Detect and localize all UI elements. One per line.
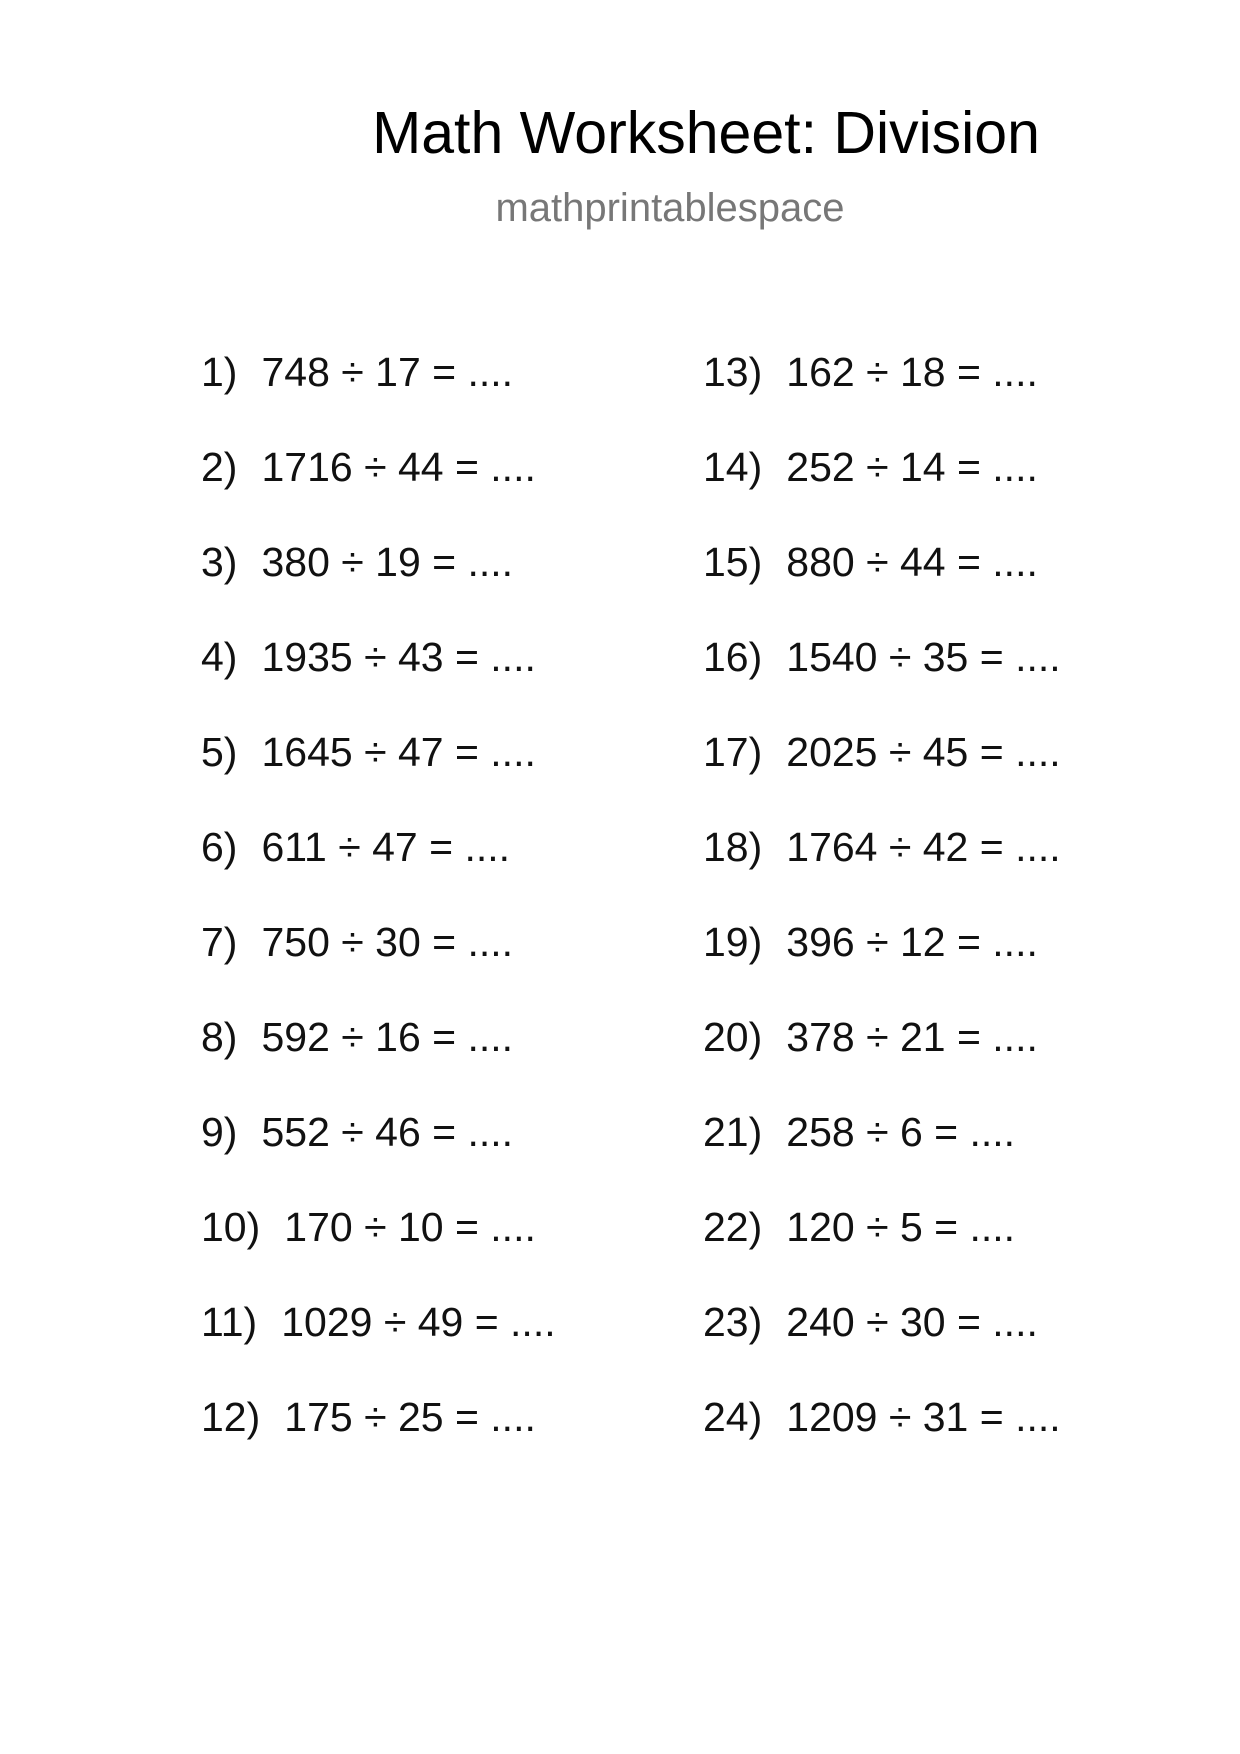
problem-item bbox=[201, 440, 556, 535]
problem-number: 11) bbox=[201, 1299, 258, 1345]
problem-expression: 170 ÷ 10 = .... bbox=[284, 1204, 536, 1250]
problem-expression: 748 ÷ 17 = .... bbox=[261, 349, 514, 395]
problem-number: 13) bbox=[703, 349, 763, 395]
problem-item bbox=[201, 820, 556, 915]
problem-item bbox=[703, 345, 1061, 440]
problem-item bbox=[703, 1390, 1061, 1485]
problem-item bbox=[703, 915, 1061, 1010]
problem-expression: 162 ÷ 18 = .... bbox=[786, 349, 1038, 395]
problem-item bbox=[703, 535, 1061, 630]
problem-expression: 175 ÷ 25 = .... bbox=[284, 1394, 536, 1440]
problem-item bbox=[201, 535, 556, 630]
problem-number: 14) bbox=[703, 444, 763, 490]
problem-expression: 120 ÷ 5 = .... bbox=[786, 1204, 1016, 1250]
problem-number: 6) bbox=[201, 824, 238, 870]
problem-expression: 552 ÷ 46 = .... bbox=[261, 1109, 514, 1155]
problem-item bbox=[201, 1390, 556, 1485]
problem-number: 20) bbox=[703, 1014, 763, 1060]
problem-expression: 396 ÷ 12 = .... bbox=[786, 919, 1038, 965]
problem-item bbox=[703, 725, 1061, 820]
worksheet-subtitle: mathprintablespace bbox=[495, 186, 845, 230]
problem-item bbox=[201, 725, 556, 820]
problem-item bbox=[703, 1295, 1061, 1390]
problem-item bbox=[703, 1010, 1061, 1105]
problem-number: 7) bbox=[201, 919, 238, 965]
problem-number: 1) bbox=[201, 349, 238, 395]
problem-expression: 750 ÷ 30 = .... bbox=[261, 919, 514, 965]
problem-expression: 1645 ÷ 47 = .... bbox=[261, 729, 536, 775]
problem-item bbox=[703, 1200, 1061, 1295]
problem-expression: 240 ÷ 30 = .... bbox=[786, 1299, 1038, 1345]
problem-number: 3) bbox=[201, 539, 238, 585]
problem-expression: 2025 ÷ 45 = .... bbox=[786, 729, 1061, 775]
problem-item bbox=[201, 1295, 556, 1390]
problem-number: 23) bbox=[703, 1299, 763, 1345]
problem-item bbox=[703, 440, 1061, 535]
problem-expression: 380 ÷ 19 = .... bbox=[261, 539, 514, 585]
problem-item bbox=[201, 915, 556, 1010]
problem-item bbox=[703, 820, 1061, 915]
problem-number: 22) bbox=[703, 1204, 763, 1250]
problem-item bbox=[201, 1010, 556, 1105]
problem-expression: 592 ÷ 16 = .... bbox=[261, 1014, 514, 1060]
problem-number: 8) bbox=[201, 1014, 238, 1060]
problem-number: 16) bbox=[703, 634, 763, 680]
problem-expression: 1029 ÷ 49 = .... bbox=[281, 1299, 556, 1345]
problem-expression: 1716 ÷ 44 = .... bbox=[261, 444, 536, 490]
problem-number: 15) bbox=[703, 539, 763, 585]
problem-number: 17) bbox=[703, 729, 763, 775]
problem-number: 24) bbox=[703, 1394, 763, 1440]
worksheet-title: Math Worksheet: Division bbox=[372, 100, 1040, 166]
problem-column-left bbox=[201, 345, 556, 1485]
problem-column-right bbox=[703, 345, 1061, 1485]
problem-expression: 1935 ÷ 43 = .... bbox=[261, 634, 536, 680]
problem-item bbox=[703, 630, 1061, 725]
problem-item bbox=[201, 1200, 556, 1295]
problem-item bbox=[201, 345, 556, 440]
problem-number: 18) bbox=[703, 824, 763, 870]
problem-number: 2) bbox=[201, 444, 238, 490]
problem-expression: 1764 ÷ 42 = .... bbox=[786, 824, 1061, 870]
problem-number: 9) bbox=[201, 1109, 238, 1155]
problem-number: 4) bbox=[201, 634, 238, 680]
problem-item bbox=[201, 630, 556, 725]
problem-number: 19) bbox=[703, 919, 763, 965]
problem-expression: 880 ÷ 44 = .... bbox=[786, 539, 1038, 585]
problem-expression: 252 ÷ 14 = .... bbox=[786, 444, 1038, 490]
problem-number: 5) bbox=[201, 729, 238, 775]
problem-item bbox=[201, 1105, 556, 1200]
problem-expression: 611 ÷ 47 = .... bbox=[261, 824, 511, 870]
problem-expression: 258 ÷ 6 = .... bbox=[786, 1109, 1016, 1155]
problem-item bbox=[703, 1105, 1061, 1200]
problem-expression: 1209 ÷ 31 = .... bbox=[786, 1394, 1061, 1440]
problem-number: 21) bbox=[703, 1109, 763, 1155]
problem-number: 12) bbox=[201, 1394, 261, 1440]
problem-expression: 1540 ÷ 35 = .... bbox=[786, 634, 1061, 680]
problem-expression: 378 ÷ 21 = .... bbox=[786, 1014, 1038, 1060]
problem-number: 10) bbox=[201, 1204, 261, 1250]
